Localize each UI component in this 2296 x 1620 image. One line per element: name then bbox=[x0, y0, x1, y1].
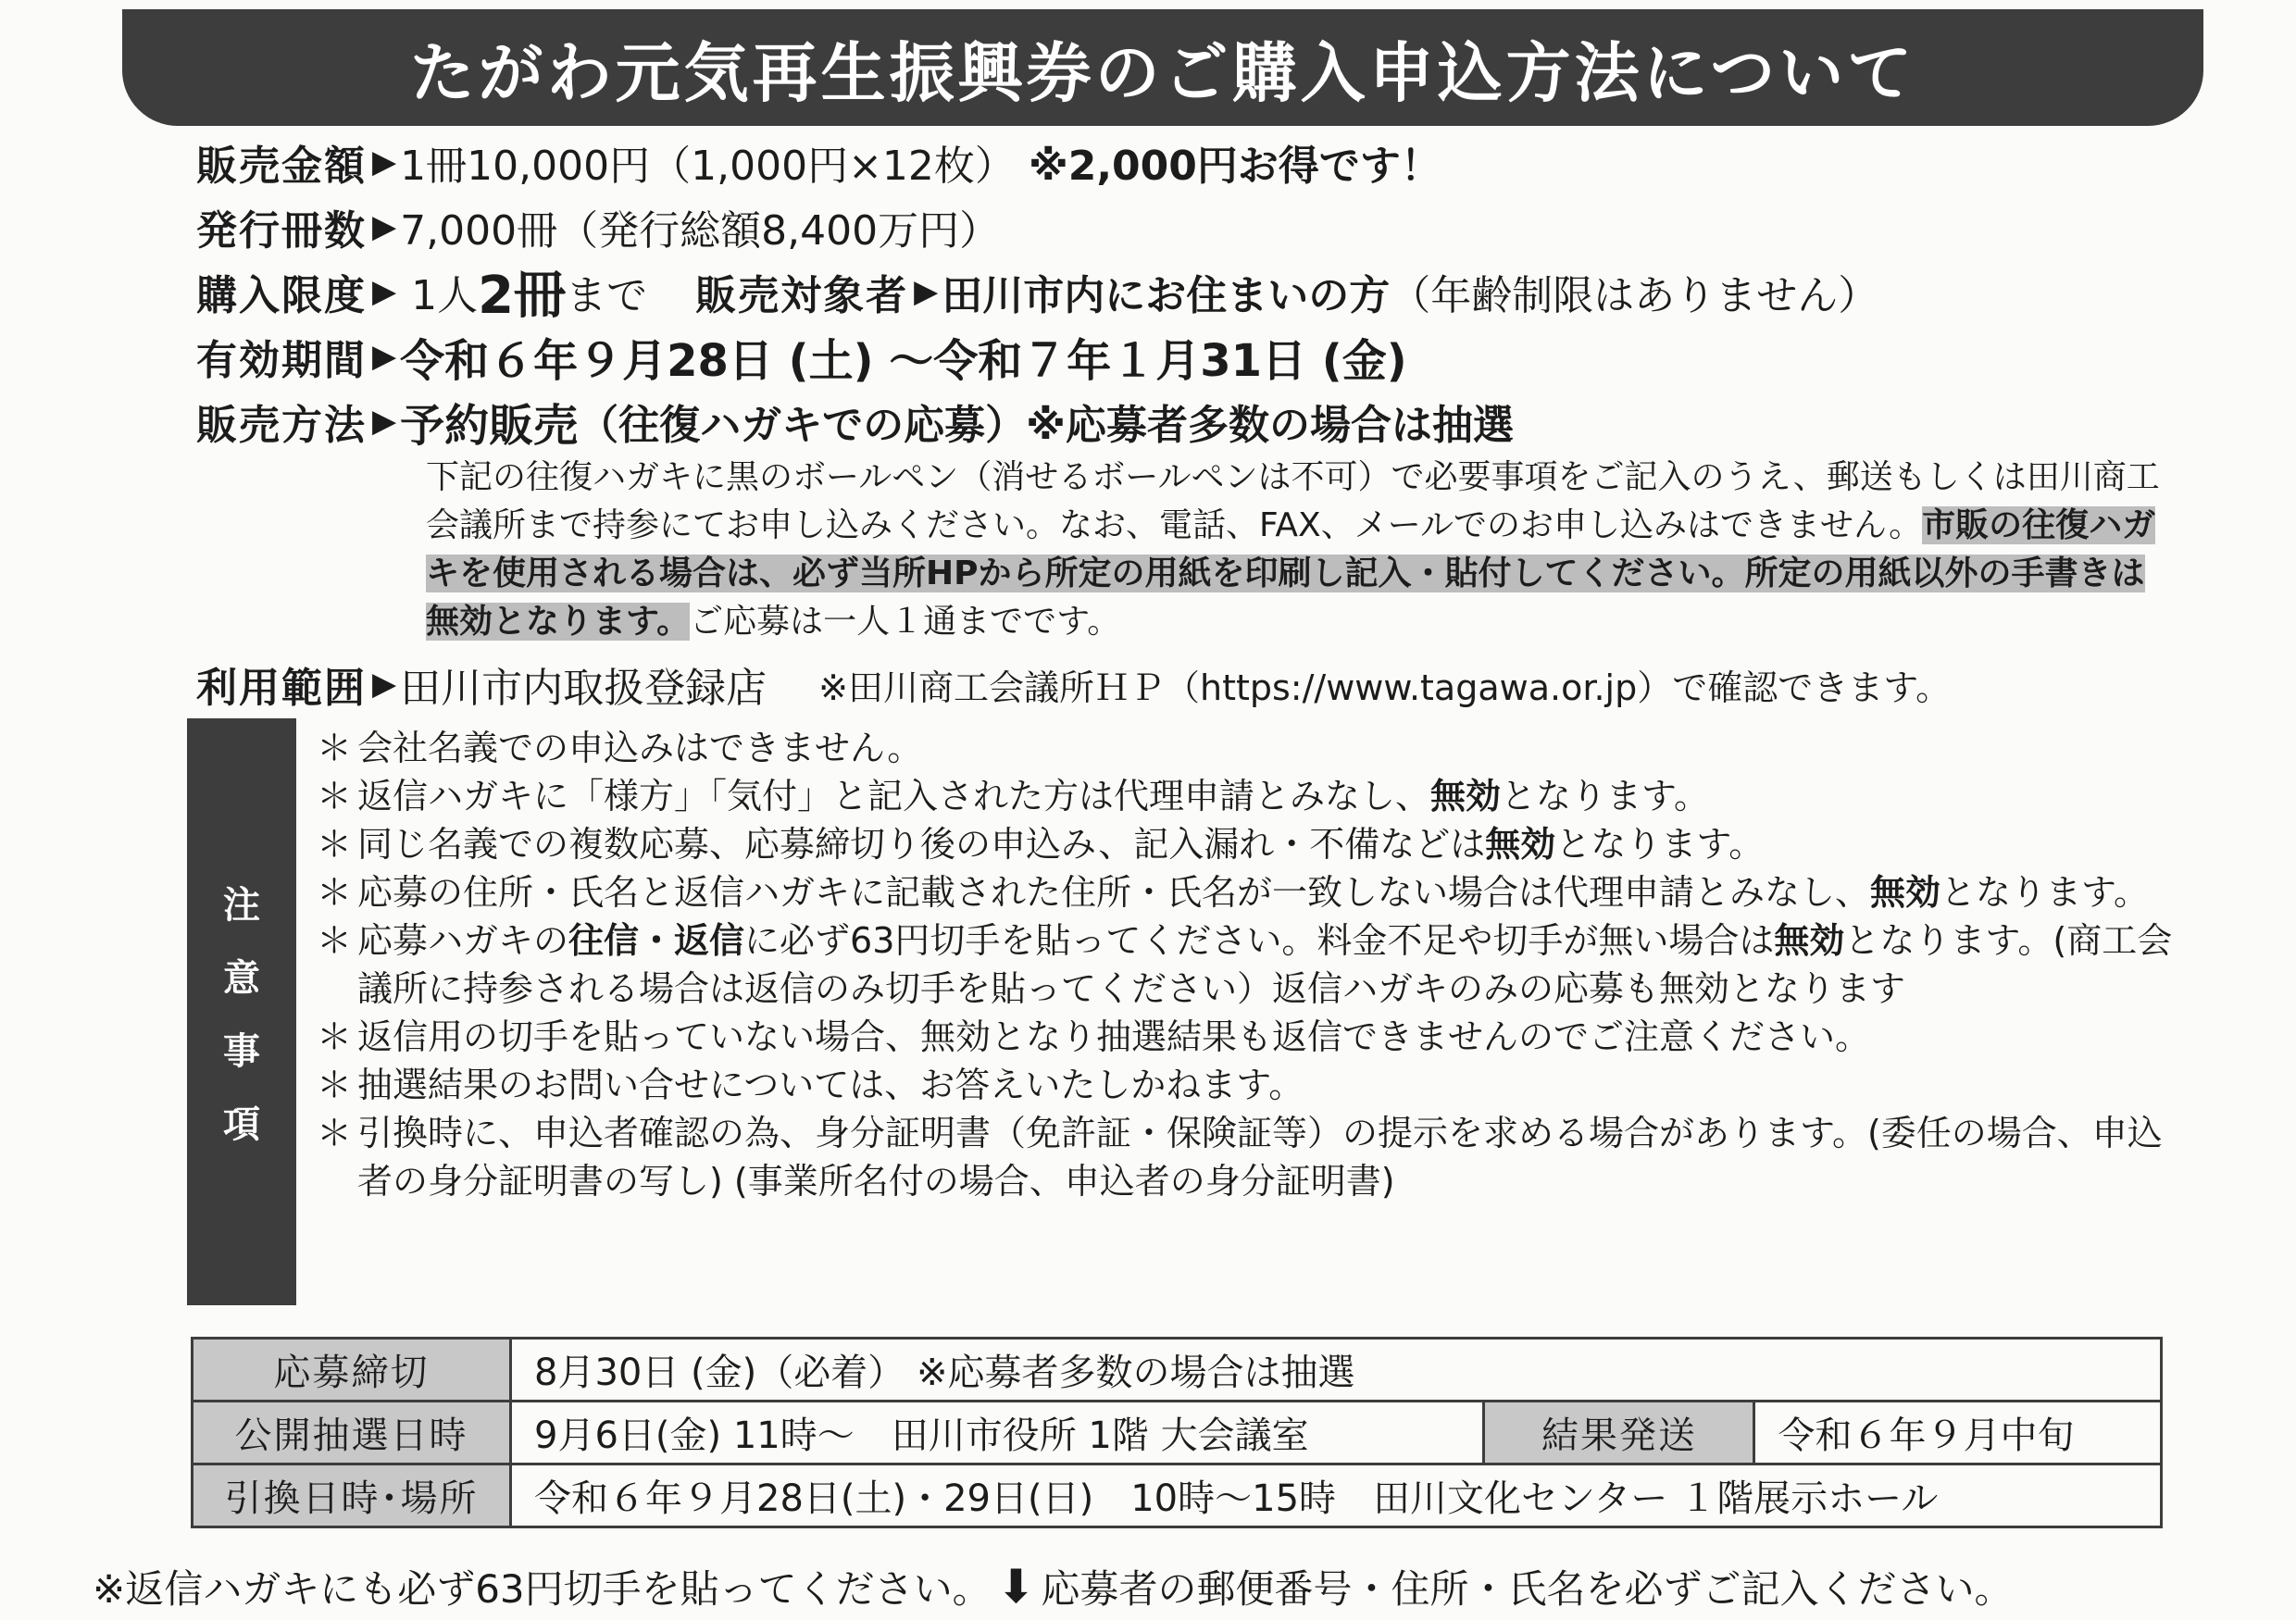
footer-right: 応募者の郵便番号・住所・氏名を必ずご記入ください。 bbox=[1041, 1566, 2014, 1612]
scope-row bbox=[196, 652, 2187, 717]
limit-prefix: 1人 bbox=[411, 272, 479, 319]
price-row bbox=[196, 130, 2187, 194]
method-label: 販売方法 bbox=[196, 402, 367, 449]
title-banner bbox=[122, 9, 2203, 126]
note-item: ＊ 返信ハガキに「様方」「気付」と記入された方は代理申請とみなし、無効となります。 bbox=[317, 772, 2177, 820]
draw-label: 公開抽選日時 bbox=[193, 1402, 511, 1464]
result-label: 結果発送 bbox=[1484, 1402, 1754, 1464]
right-triangle-icon: ▶ bbox=[372, 403, 397, 440]
notes-list bbox=[317, 724, 2177, 1205]
note-item: ＊ 同じ名義での複数応募、応募締切り後の申込み、記入漏れ・不備などは無効となります。 bbox=[317, 820, 2177, 868]
method-desc-highlight: 市販の往復ハガキを使用される場合は、必ず当所HPから所定の用紙を印刷し記入・貼付してください。所定の用紙以外の手書きは無効となります。 bbox=[426, 506, 2156, 641]
footer-note bbox=[93, 1559, 2222, 1614]
note-item: ＊ 会社名義での申込みはできません。 bbox=[317, 724, 2177, 772]
note-item: ＊ 応募ハガキの往信・返信に必ず63円切手を貼ってください。料金不足や切手が無い場合は無効となります。(商工会議所に持参される場合は返信のみ切手を貼ってください）返信ハガキのみの応募も無効となります bbox=[317, 916, 2177, 1013]
target-value: 田川市内にお住まいの方 bbox=[942, 272, 1391, 319]
period-row bbox=[196, 324, 2187, 389]
table-row bbox=[193, 1402, 2162, 1464]
price-bonus: ※2,000円お得です！ bbox=[1028, 143, 1441, 190]
draw-value: 9月6日(金) 11時～ 田川市役所 1階 大会議室 bbox=[511, 1402, 1484, 1464]
deadline-value: 8月30日 (金)（必着） ※応募者多数の場合は抽選 bbox=[511, 1339, 2162, 1402]
exchange-label: 引換日時･場所 bbox=[193, 1464, 511, 1527]
schedule-table bbox=[191, 1337, 2163, 1528]
method-description bbox=[426, 454, 2166, 646]
issue-row bbox=[196, 194, 2187, 259]
down-arrow-icon: ⬇ bbox=[996, 1560, 1036, 1614]
price-value: 1冊10,000円（1,000円×12枚） bbox=[400, 143, 1016, 190]
note-item: ＊ 抽選結果のお問い合せについては、お答えいたしかねます。 bbox=[317, 1061, 2177, 1109]
page-title: たがわ元気再生振興券のご購入申込方法について bbox=[409, 34, 1916, 111]
period-value: 令和６年９月28日 (土) ～令和７年１月31日 (金) bbox=[400, 334, 1407, 387]
table-row bbox=[193, 1464, 2162, 1527]
target-note: （年齢制限はありません） bbox=[1390, 272, 1879, 319]
right-triangle-icon: ▶ bbox=[372, 666, 397, 703]
notes-section bbox=[187, 718, 2177, 1305]
method-desc-2: ご応募は一人１通までです。 bbox=[690, 603, 1121, 641]
note-item: ＊ 応募の住所・氏名と返信ハガキに記載された住所・氏名が一致しない場合は代理申請とみなし、無効となります。 bbox=[317, 868, 2177, 916]
limit-label: 購入限度 bbox=[196, 272, 367, 319]
note-item: ＊ 返信用の切手を貼っていない場合、無効となり抽選結果も返信できませんのでご注意ください。 bbox=[317, 1013, 2177, 1061]
limit-suffix: まで bbox=[566, 272, 648, 319]
notes-tab-char: 項 bbox=[223, 1103, 260, 1146]
deadline-label: 応募締切 bbox=[193, 1339, 511, 1402]
notes-tab-char: 注 bbox=[223, 884, 260, 927]
sales-info bbox=[196, 130, 2187, 717]
right-triangle-icon: ▶ bbox=[372, 208, 397, 245]
notes-tab-char: 事 bbox=[223, 1030, 260, 1073]
method-value: 予約販売 bbox=[400, 399, 579, 452]
scope-note: ※田川商工会議所ＨＰ（https://www.tagawa.or.jp）で確認できます。 bbox=[818, 667, 1952, 708]
limit-count: 2冊 bbox=[478, 266, 567, 326]
target-label: 販売対象者 bbox=[695, 272, 909, 319]
issue-value: 7,000冊（発行総額8,400万円） bbox=[400, 207, 1001, 255]
exchange-value: 令和６年９月28日(土)・29日(日) 10時～15時 田川文化センター １階展示ホール bbox=[511, 1464, 2162, 1527]
scope-value: 田川市内取扱登録店 bbox=[400, 665, 767, 712]
method-row bbox=[196, 389, 2187, 454]
note-item: ＊ 引換時に、申込者確認の為、身分証明書（免許証・保険証等）の提示を求める場合があります。(委任の場合、申込者の身分証明書の写し) (事業所名付の場合、申込者の身分証明書) bbox=[317, 1109, 2177, 1205]
period-label: 有効期間 bbox=[196, 337, 367, 384]
right-triangle-icon: ▶ bbox=[372, 273, 397, 310]
price-label: 販売金額 bbox=[196, 143, 367, 190]
footer-left: ※返信ハガキにも必ず63円切手を貼ってください。 bbox=[93, 1566, 992, 1612]
method-desc-1: 下記の往復ハガキに黒のボールペン（消せるボールペンは不可）で必要事項をご記入のうえ、郵送もしくは田川商工会議所まで持参にてお申し込みください。なお、電話、FAX、メールでのお申し込みはできません。 bbox=[426, 458, 2160, 544]
issue-label: 発行冊数 bbox=[196, 207, 367, 255]
right-triangle-icon: ▶ bbox=[914, 273, 939, 310]
result-value: 令和６年９月中旬 bbox=[1754, 1402, 2162, 1464]
notes-tab-char: 意 bbox=[223, 957, 260, 1000]
scope-label: 利用範囲 bbox=[196, 665, 367, 712]
method-detail: （往復ハガキでの応募）※応募者多数の場合は抽選 bbox=[578, 402, 1514, 449]
right-triangle-icon: ▶ bbox=[372, 143, 397, 181]
notes-tab bbox=[187, 718, 296, 1305]
table-row bbox=[193, 1339, 2162, 1402]
limit-row bbox=[196, 259, 2187, 324]
right-triangle-icon: ▶ bbox=[372, 338, 397, 375]
